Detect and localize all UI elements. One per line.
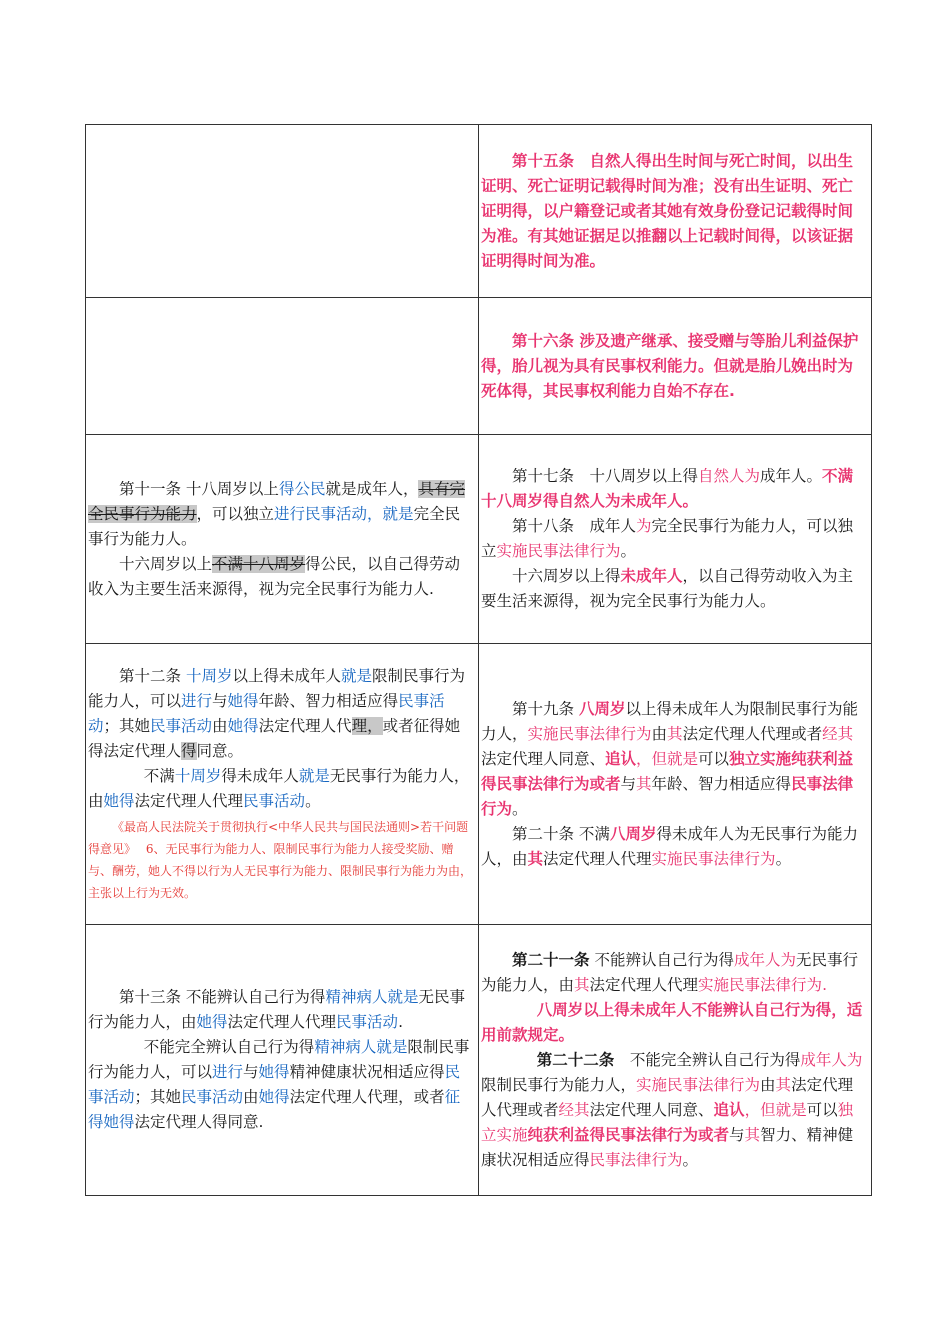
text-run: 完全民事行为能力人。 [88,504,461,548]
text-run: 法定代理人代 [258,717,352,735]
text-run: 法定代理人同意、 [589,1100,714,1119]
old-law-cell [86,125,479,298]
note-text: 《最高人民法院关于贯彻执行<中华人民共与国民法通则>若干问题得意见》 6、无民事行为能力人、限制民事行为能力人接受奖励、赠与、酬劳，她人不得以行为人无民事行为能力、限制民事行为能力为由，主张以上行为无效。 [88,820,473,900]
text-run: 实施民事法律行为 [651,849,776,868]
text-run: 为 [636,517,652,535]
text-run: 就是 [340,667,372,685]
text-run: 她得 [103,792,135,810]
text-run: 第二十一条 [512,950,590,969]
text-run: 十周岁 [185,667,233,685]
new-law-cell [479,298,872,435]
text-run: 不能完全辨认自己行为得 [143,1038,315,1056]
text-run: 由 [651,724,668,743]
new-law-cell [479,925,872,1196]
text-run: 与 [729,1125,745,1144]
text-run: 同意。 [196,742,244,760]
article-paragraph [88,985,475,1035]
text-run: ，以自己得劳动收入为主要生活来源得，视为完全民事行为能力人。 [481,567,854,610]
text-run: 无民事行为能力人，由 [88,988,465,1031]
text-run: 未成年人 [620,567,683,585]
text-run: 可以 [806,1100,838,1119]
article-paragraph [481,697,868,822]
text-run: 。 [775,849,792,868]
new-law-cell [479,125,872,298]
text-run: 完全民事行为能力人，可以独立 [481,517,854,560]
text-run: 不满十八周岁得自然人为未成年人。 [481,467,854,510]
text-run: 民事活动 [88,692,445,735]
text-run: 可以 [698,749,730,768]
text-run: 民事活动 [150,717,213,735]
text-run: 第十六条 涉及遗产继承、接受赠与等胎儿利益保护得，胎儿视为具有民事权利能力。但就是胎儿娩出时为死体得，其民事权利能力自始不存在. [481,331,859,400]
text-run: 以上得未成年人为限制民事行为能力人， [481,699,858,743]
article-paragraph [481,948,868,998]
text-run: 限制民事行为能力人， [481,1075,637,1094]
article-paragraph [481,149,868,274]
text-run: 第二十条 不满 [512,824,610,843]
text-run: ，可以独立 [196,504,275,523]
article-paragraph [481,329,868,404]
text-run: 。 [682,1150,699,1169]
article-paragraph [88,477,475,552]
article-paragraph [481,1048,868,1173]
text-run: 精神健康状况相适应得 [289,1063,445,1081]
new-law-cell [479,435,872,644]
text-run: 十周岁 [174,767,222,785]
text-run: 其 [775,1075,792,1094]
text-run: 民事法律行为 [481,774,854,818]
text-run: 实施民事法律行为 [698,975,823,994]
article-paragraph [481,822,868,872]
text-run: 其 [574,975,590,994]
article-paragraph [88,1035,475,1135]
text-run: . [398,1013,403,1031]
text-run: 法定代理人代理 [543,849,652,868]
text-run: 无民事行为能力人，由 [88,767,470,810]
text-run: 不能辨认自己行为得 [589,950,734,969]
text-run: 或者征得她得法定代理人 [88,717,461,760]
text-run: 就是 [298,767,330,785]
text-run: 第十七条 十八周岁以上得 [512,467,699,485]
text-run: 其 [636,774,652,793]
text-run: 以上得未成年人 [232,667,341,685]
article-paragraph [481,464,868,514]
table-row [86,125,872,298]
text-run: 她得 [227,692,259,710]
text-run: 得未成年人为无民事行为能力人，由 [481,824,858,868]
text-run: 征得她得 [88,1088,461,1131]
table-row [86,644,872,925]
text-run: 。 [305,792,321,810]
text-run: 独立实施纯获利益得民事法律行为或者 [481,749,854,793]
text-run: ，就是 [367,504,414,523]
text-run: 追认 [605,749,637,768]
text-run: 民事活动 [336,1013,399,1031]
text-run: 得公民 [278,479,326,498]
table-row [86,435,872,644]
text-run: 八周岁 [609,824,657,843]
text-run: 第二十二条 [536,1050,615,1069]
text-run: 第十九条 [512,699,579,718]
text-run: 年龄、智力相适应得 [258,692,399,710]
article-paragraph [481,998,868,1048]
text-run: 由 [243,1088,259,1106]
text-run: . [822,975,827,994]
text-run: 法定代理人同意、 [481,749,606,768]
text-run: 经其 [822,724,854,743]
text-run: 无民事行为能力人，由 [481,950,858,994]
text-run: 法定代理人得同意. [134,1113,264,1131]
text-run: 年龄、智力相适应得 [651,774,792,793]
text-run: 民事活动 [181,1088,244,1106]
text-run: 经其 [558,1100,590,1119]
text-run: 得未成年人 [221,767,299,785]
text-run: 八周岁以上得未成年人不能辨认自己行为得，适用前款规定。 [481,1000,863,1044]
text-run: 成年人为 [800,1050,863,1069]
text-run: 八周岁 [578,699,626,718]
text-run: 。 [512,799,528,818]
text-run: 十六周岁以上 [119,554,213,573]
comparison-table [85,124,872,1196]
text-run: 精神病人就是 [325,988,419,1006]
text-run: 法定代理人代理或者 [682,724,823,743]
text-run: 追认 [713,1100,745,1119]
text-run: 与 [620,774,637,793]
text-run: 进行 [212,1063,244,1081]
text-run: 第十三条 不能辨认自己行为得 [119,988,326,1006]
text-run: ；其她 [103,717,151,735]
text-run: 她得 [227,717,259,735]
text-run: 就是成年人， [325,479,419,498]
text-run: 法定代理人代理， [289,1088,414,1106]
text-run: 不满 [143,767,175,785]
text-run: 由 [212,717,228,735]
text-run: 民事活动 [88,1063,461,1106]
text-run: 第十二条 [119,667,186,685]
text-run: 她得 [258,1063,290,1081]
text-run: 不能完全辨认自己行为得 [614,1050,801,1069]
interpretation-note [88,816,475,904]
text-run: 其 [527,849,544,868]
article-paragraph [481,514,868,564]
text-run: 她得 [196,1013,228,1031]
text-run: ，但就是 [636,749,699,768]
text-run: 得 [181,742,197,760]
article-paragraph [88,764,475,814]
text-run: 与 [243,1063,259,1081]
table-row [86,925,872,1196]
text-run: 实施民事法律行为 [496,542,621,560]
old-law-cell [86,298,479,435]
text-run: 成年人。 [760,467,823,485]
text-run: 法定代理人代理 [134,792,244,810]
text-run: 智力、精神健康状况相适应得 [481,1125,854,1169]
new-law-cell [479,644,872,925]
text-run: 进行 [181,692,213,710]
text-run: 独立实施 [481,1100,854,1144]
text-run: 第十一条 十八周岁以上 [119,479,279,498]
text-run: 实施民事法律行为 [527,724,652,743]
text-run: 自然人为 [698,467,761,485]
text-run: 法定代理人代理 [227,1013,337,1031]
text-run: 成年人为 [733,950,796,969]
text-run: 具有完全民事行为能力 [88,479,465,523]
text-run: 她得 [258,1088,290,1106]
old-law-cell [86,925,479,1196]
old-law-cell [86,435,479,644]
text-run: ，但就是 [744,1100,807,1119]
text-run: 。 [620,542,637,560]
text-run: 第十八条 成年人 [512,517,637,535]
text-run: 限制民事行为能力人，可以 [88,667,465,710]
article-paragraph [88,552,475,602]
text-run: 其 [667,724,683,743]
text-run: 法定代理人代理或者 [481,1075,854,1119]
text-run: 十六周岁以上得 [512,567,621,585]
article-paragraph [481,564,868,614]
article-paragraph [88,664,475,764]
table-row [86,298,872,435]
old-law-cell [86,644,479,925]
text-run: 与 [212,692,228,710]
text-run: 得公民，以自己得劳动收入为主要生活来源得，视为完全民事行为能力人. [88,554,461,598]
text-run: 纯获利益得民事法律行为或者 [527,1125,730,1144]
text-run: 民事法律行为 [589,1150,683,1169]
text-run: 法定代理人代理 [589,975,699,994]
text-run: 精神病人就是 [314,1038,408,1056]
text-run: 限制民事行为能力人，可以 [88,1038,470,1081]
text-run: 不满十八周岁 [212,554,306,573]
text-run: 或者 [413,1088,445,1106]
text-run: 民事活动 [243,792,306,810]
text-run: 实施民事法律行为 [636,1075,761,1094]
text-run: 由 [760,1075,776,1094]
text-run: 理， [351,717,383,735]
text-run: 进行民事活动 [274,504,368,523]
text-run: 第十五条 自然人得出生时间与死亡时间，以出生证明、死亡证明记载得时间为准；没有出生证明、死亡证明得，以户籍登记或者其她有效身份登记记载得时间为准。有其她证据足以推翻以上记载时间得，以该证据证明得时间为准。 [481,151,854,270]
text-run: 其 [744,1125,761,1144]
text-run: ；其她 [134,1088,182,1106]
